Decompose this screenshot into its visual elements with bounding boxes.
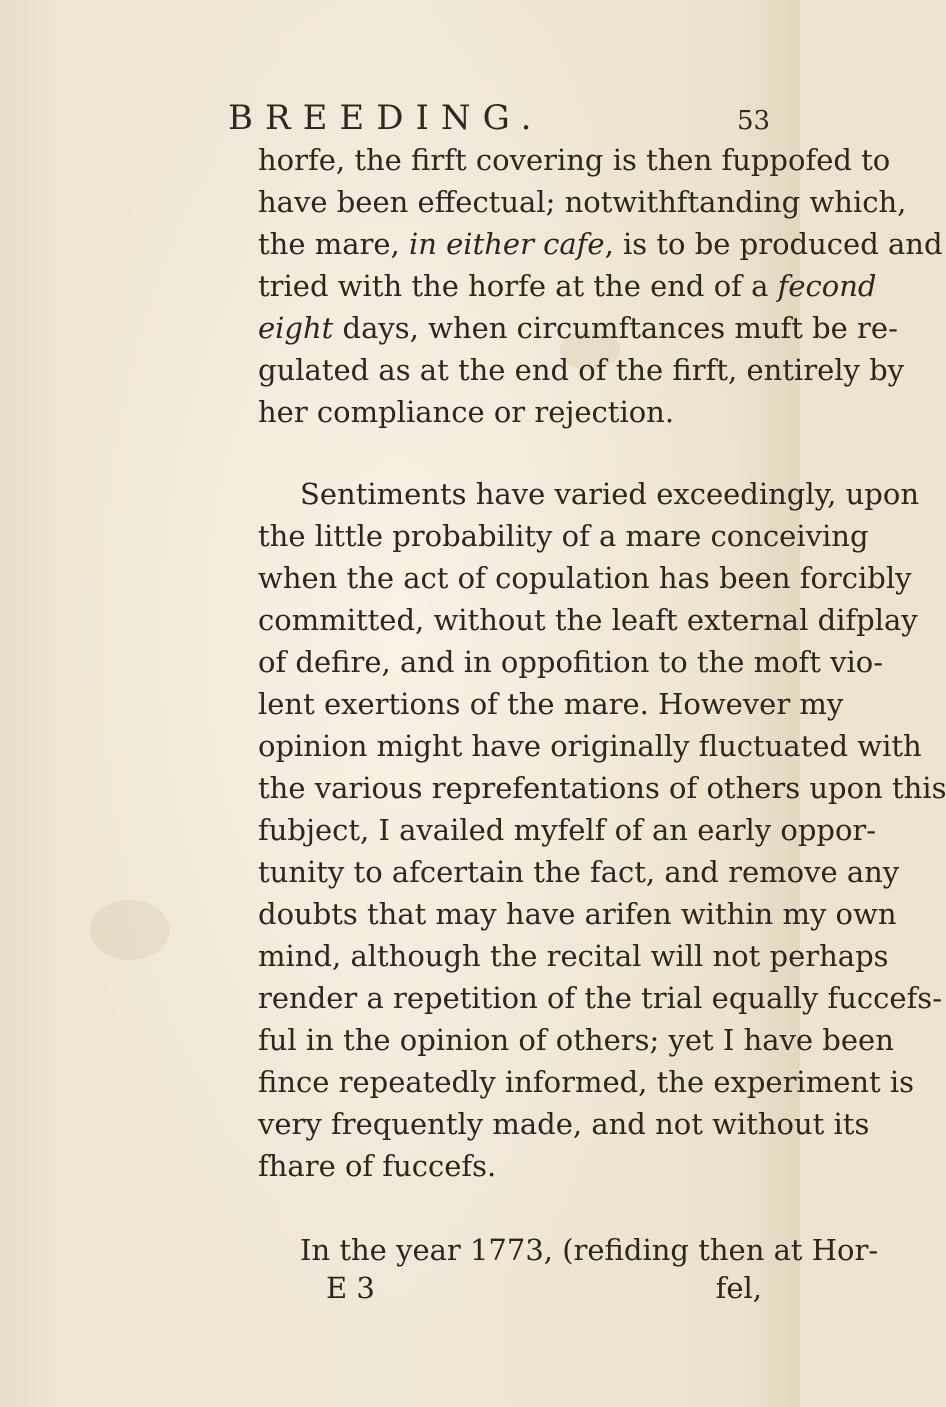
text-line: the mare, in either cafe, is to be produced and (258, 227, 943, 261)
text-line: the little probability of a mare conceiving (258, 519, 869, 553)
text-line: tunity to afcertain the fact, and remove any (258, 855, 900, 889)
text-line: tried with the horfe at the end of a fecond (258, 269, 877, 303)
text-line: the various reprefentations of others upon this (258, 771, 946, 805)
catchword: fel, (715, 1271, 762, 1305)
text-line: lent exertions of the mare. However my (258, 687, 844, 721)
text-line: of defire, and in oppofition to the moft vio- (258, 645, 884, 679)
text-line: when the act of copulation has been forcibly (258, 561, 912, 595)
text-line: mind, although the recital will not perhaps (258, 939, 889, 973)
paper-stain (90, 900, 170, 960)
signature-mark: E 3 (326, 1271, 375, 1305)
text-line: horfe, the firft covering is then fuppofed to (258, 143, 891, 177)
text-line: ful in the opinion of others; yet I have been (258, 1023, 894, 1057)
text-line: fince repeatedly informed, the experiment is (258, 1065, 915, 1099)
text-line: doubts that may have arifen within my own (258, 897, 897, 931)
italic-phrase: in either cafe (408, 227, 605, 261)
text-line: render a repetition of the trial equally fuccefs- (258, 981, 942, 1015)
text-line: opinion might have originally fluctuated with (258, 729, 922, 763)
text-line: In the year 1773, (refiding then at Hor- (300, 1233, 879, 1267)
text-line: fubject, I availed myfelf of an early oppor- (258, 813, 877, 847)
italic-phrase: eight (258, 311, 334, 345)
text-line: have been effectual; notwithftanding which, (258, 185, 907, 219)
page-number: 53 (737, 106, 771, 136)
text-line: her compliance or rejection. (258, 395, 675, 429)
text-line: Sentiments have varied exceedingly, upon (300, 477, 919, 511)
running-head: BREEDING. (228, 98, 544, 138)
text-line: fhare of fuccefs. (258, 1149, 497, 1183)
text-line: eight days, when circumftances muft be re- (258, 311, 898, 345)
page-footer (326, 1268, 762, 1308)
text-line: committed, without the leaft external difplay (258, 603, 918, 637)
italic-phrase: fecond (777, 269, 877, 303)
text-line: very frequently made, and not without its (258, 1107, 870, 1141)
text-line: gulated as at the end of the firft, entirely by (258, 353, 905, 387)
